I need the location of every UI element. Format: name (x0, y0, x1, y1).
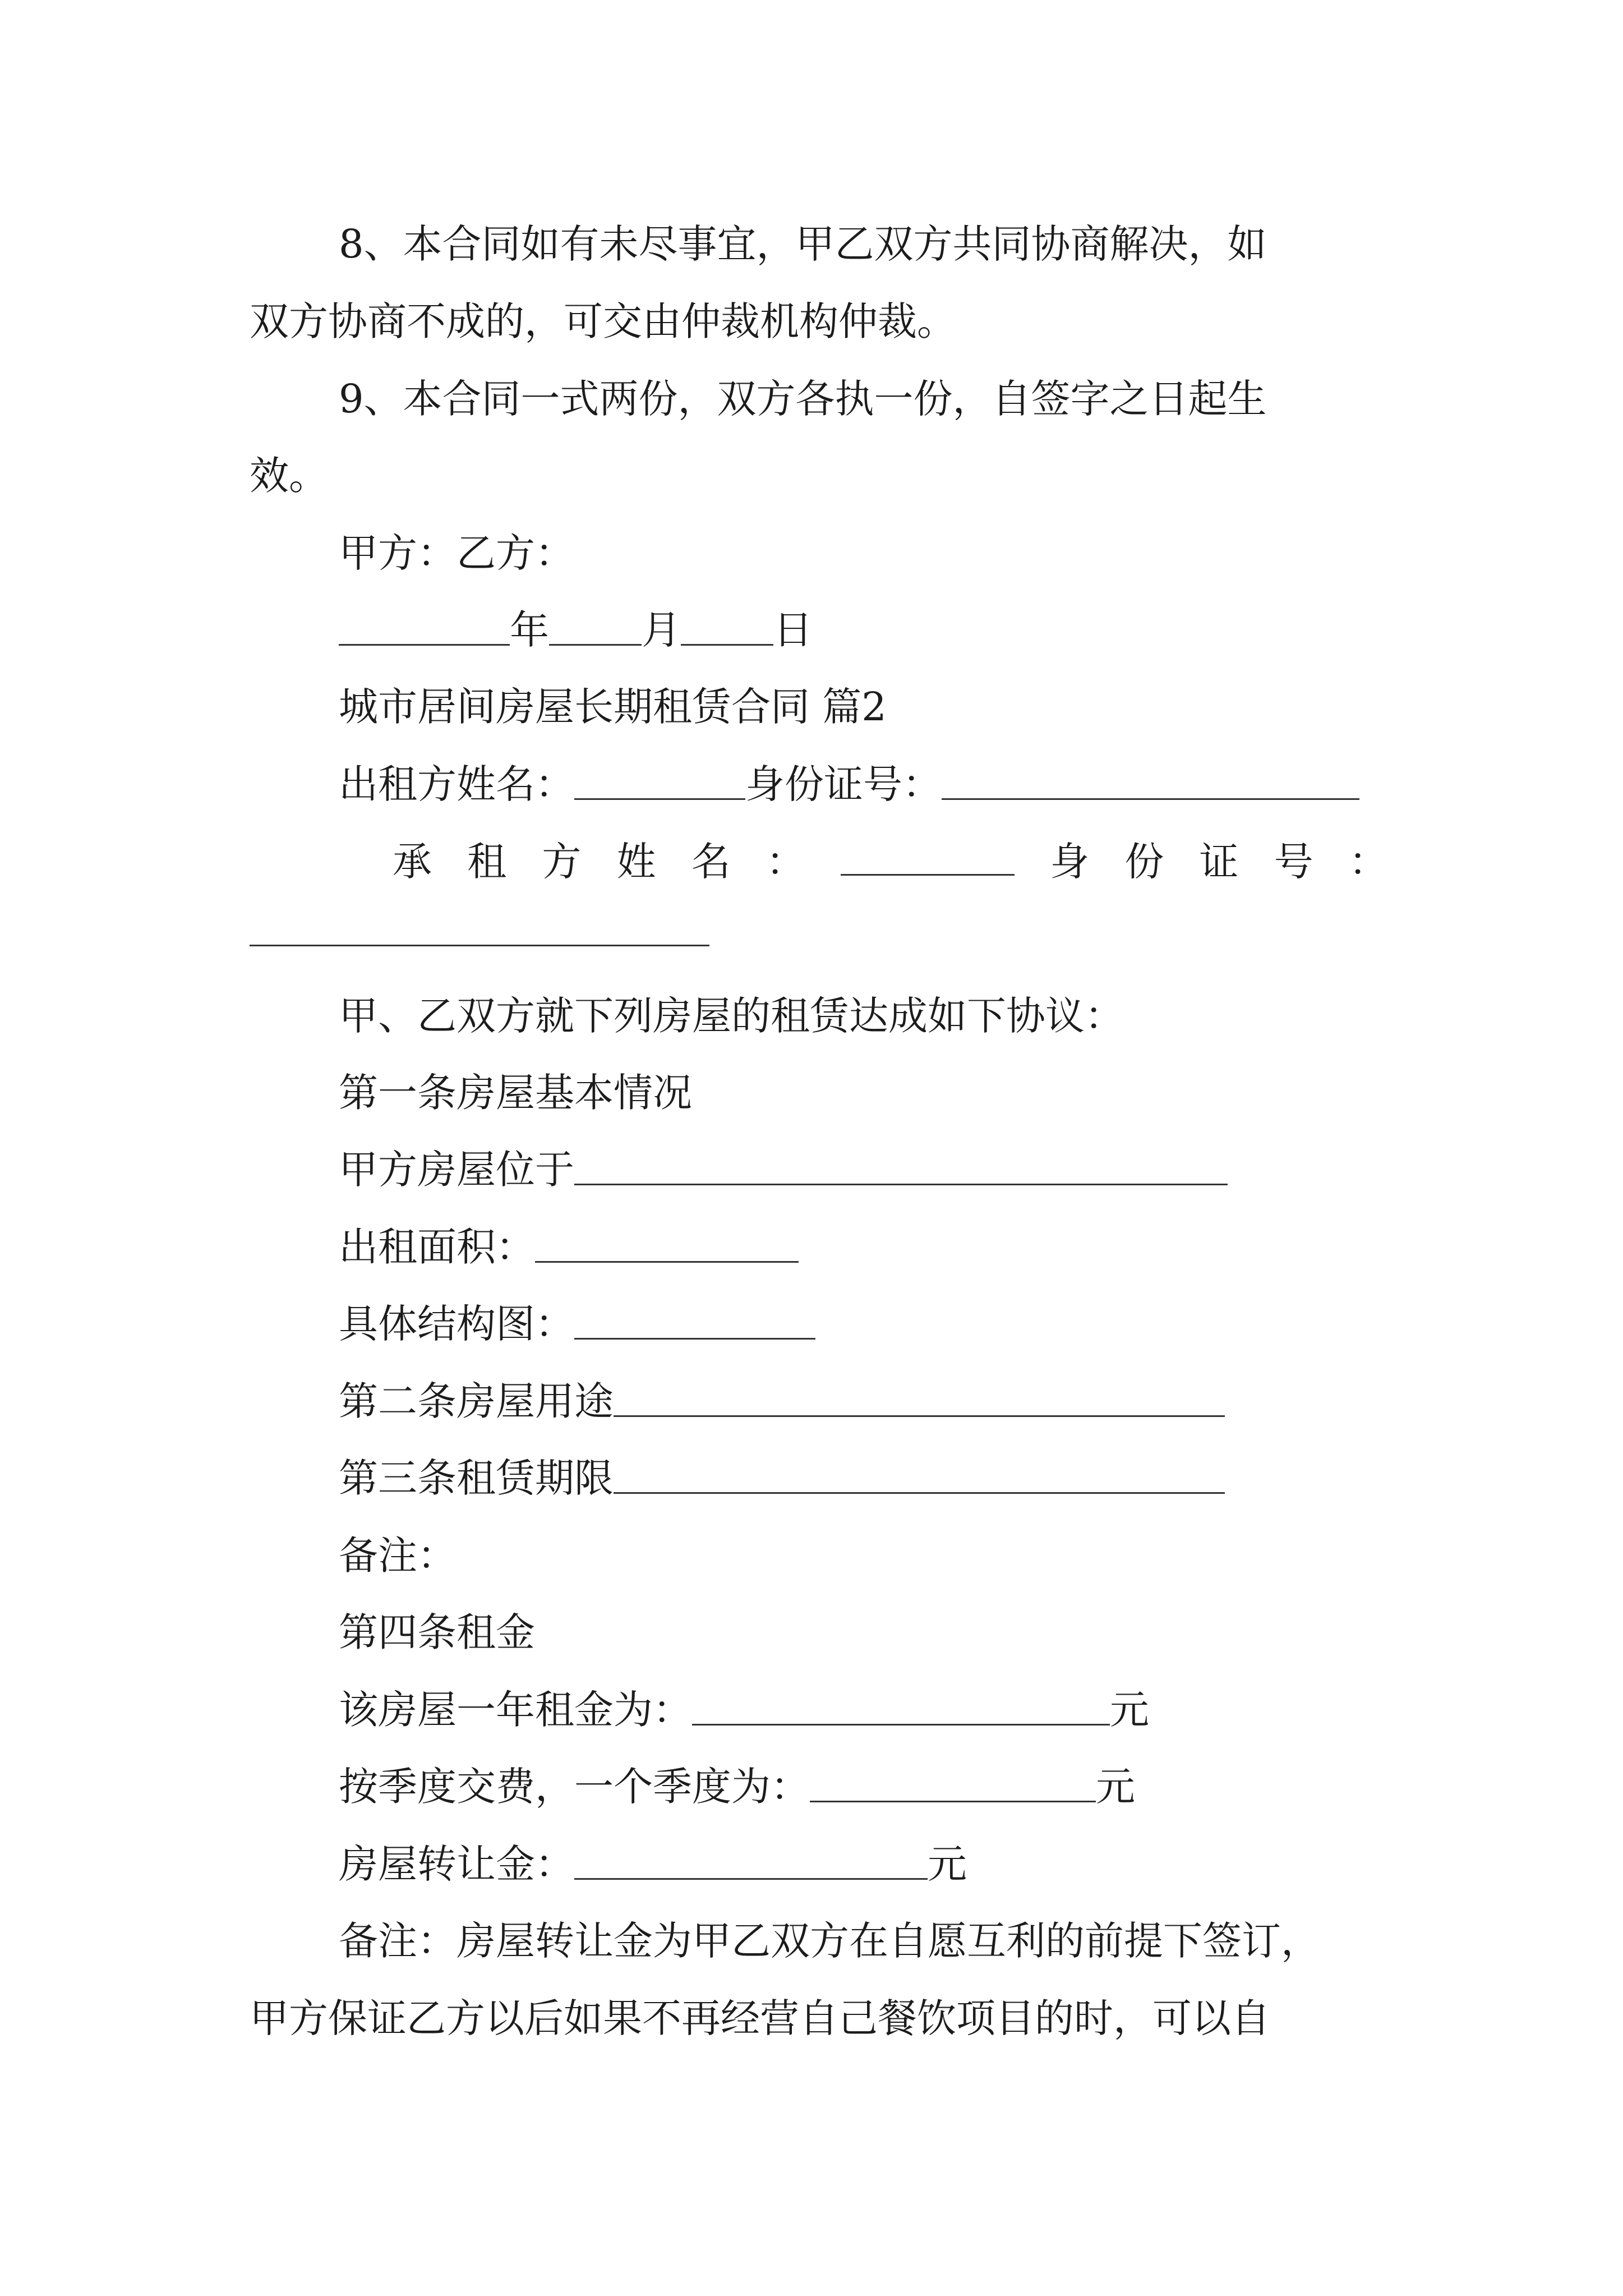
clause-8-line-1: 8、本合同如有未尽事宜，甲乙双方共同协商解决，如 (339, 221, 1267, 267)
clause-8-line-2: 双方协商不成的，可交由仲裁机构仲裁。 (250, 298, 956, 344)
article-2-label: 第二条房屋用途 (339, 1378, 614, 1424)
yuan-label: 元 (1110, 1687, 1149, 1733)
month-label: 月 (642, 607, 681, 653)
lessee-char: 承 (393, 839, 432, 885)
lessee-char: 方 (542, 839, 582, 885)
structure-line (339, 1301, 1388, 1346)
month-blank[interactable] (549, 609, 642, 646)
lessee-char: 姓 (616, 839, 656, 885)
year-label: 年 (510, 607, 549, 653)
transfer-blank[interactable] (574, 1843, 928, 1880)
yuan-label: 元 (1096, 1764, 1135, 1810)
term-blank[interactable] (614, 1457, 1225, 1494)
location-label: 甲方房屋位于 (339, 1147, 574, 1193)
area-label: 出租面积： (339, 1224, 535, 1270)
lessee-char: ： (766, 839, 805, 885)
lessor-line (339, 762, 1388, 807)
transfer-label: 房屋转让金： (339, 1841, 574, 1887)
article-4-heading: 第四条租金 (339, 1609, 535, 1655)
lessee-char: 租 (467, 839, 507, 885)
agreement-intro: 甲、乙双方就下列房屋的租赁达成如下协议： (339, 993, 1124, 1039)
location-line (339, 1147, 1388, 1192)
annual-rent-label: 该房屋一年租金为： (339, 1687, 692, 1733)
lessee-name-blank[interactable] (841, 839, 1015, 876)
clause-9-line-2: 效。 (250, 453, 328, 499)
remark-2-line-2: 甲方保证乙方以后如果不再经营自己餐饮项目的时，可以自 (250, 1995, 1270, 2041)
structure-blank[interactable] (574, 1303, 815, 1340)
quarterly-blank[interactable] (810, 1766, 1096, 1802)
lessee-char: 号 (1274, 839, 1313, 885)
lessee-char: ： (1348, 839, 1388, 885)
article-3-label: 第三条租赁期限 (339, 1455, 614, 1501)
article-3-line (339, 1456, 1388, 1501)
lessor-name-label: 出租方姓名： (339, 761, 574, 807)
structure-label: 具体结构图： (339, 1301, 574, 1347)
yuan-label: 元 (928, 1841, 967, 1887)
transfer-line (339, 1842, 1388, 1887)
remark-2-line-1: 备注：房屋转让金为甲乙双方在自愿互利的前提下签订， (339, 1918, 1320, 1964)
lessee-line (393, 839, 1388, 884)
day-label: 日 (773, 607, 813, 653)
usage-blank[interactable] (614, 1381, 1225, 1417)
annual-rent-blank[interactable] (692, 1689, 1110, 1726)
area-blank[interactable] (535, 1226, 799, 1263)
lessor-id-blank[interactable] (942, 763, 1359, 800)
location-blank[interactable] (574, 1149, 1228, 1185)
lessee-char: 份 (1124, 839, 1164, 885)
date-line (339, 608, 1388, 652)
clause-9-line-1: 9、本合同一式两份，双方各执一份，自签字之日起生 (339, 376, 1267, 422)
parties-signature-line: 甲方：乙方： (339, 530, 574, 576)
quarterly-line (339, 1764, 1388, 1809)
day-blank[interactable] (681, 609, 773, 646)
lessee-id-blank[interactable] (250, 945, 709, 946)
area-line (339, 1225, 1388, 1269)
lessor-name-blank[interactable] (574, 763, 745, 800)
lessee-char: 身 (1050, 839, 1090, 885)
lessor-id-label: 身份证号： (745, 761, 942, 807)
year-blank[interactable] (339, 609, 510, 646)
annual-rent-line (339, 1687, 1388, 1732)
section-title: 城市居间房屋长期租赁合同 篇2 (339, 684, 887, 730)
quarterly-label: 按季度交费，一个季度为： (339, 1764, 810, 1810)
remark-1: 备注： (339, 1533, 457, 1579)
article-1-heading: 第一条房屋基本情况 (339, 1070, 692, 1116)
article-2-line (339, 1379, 1388, 1424)
lessee-char: 名 (691, 839, 731, 885)
lessee-char: 证 (1199, 839, 1239, 885)
